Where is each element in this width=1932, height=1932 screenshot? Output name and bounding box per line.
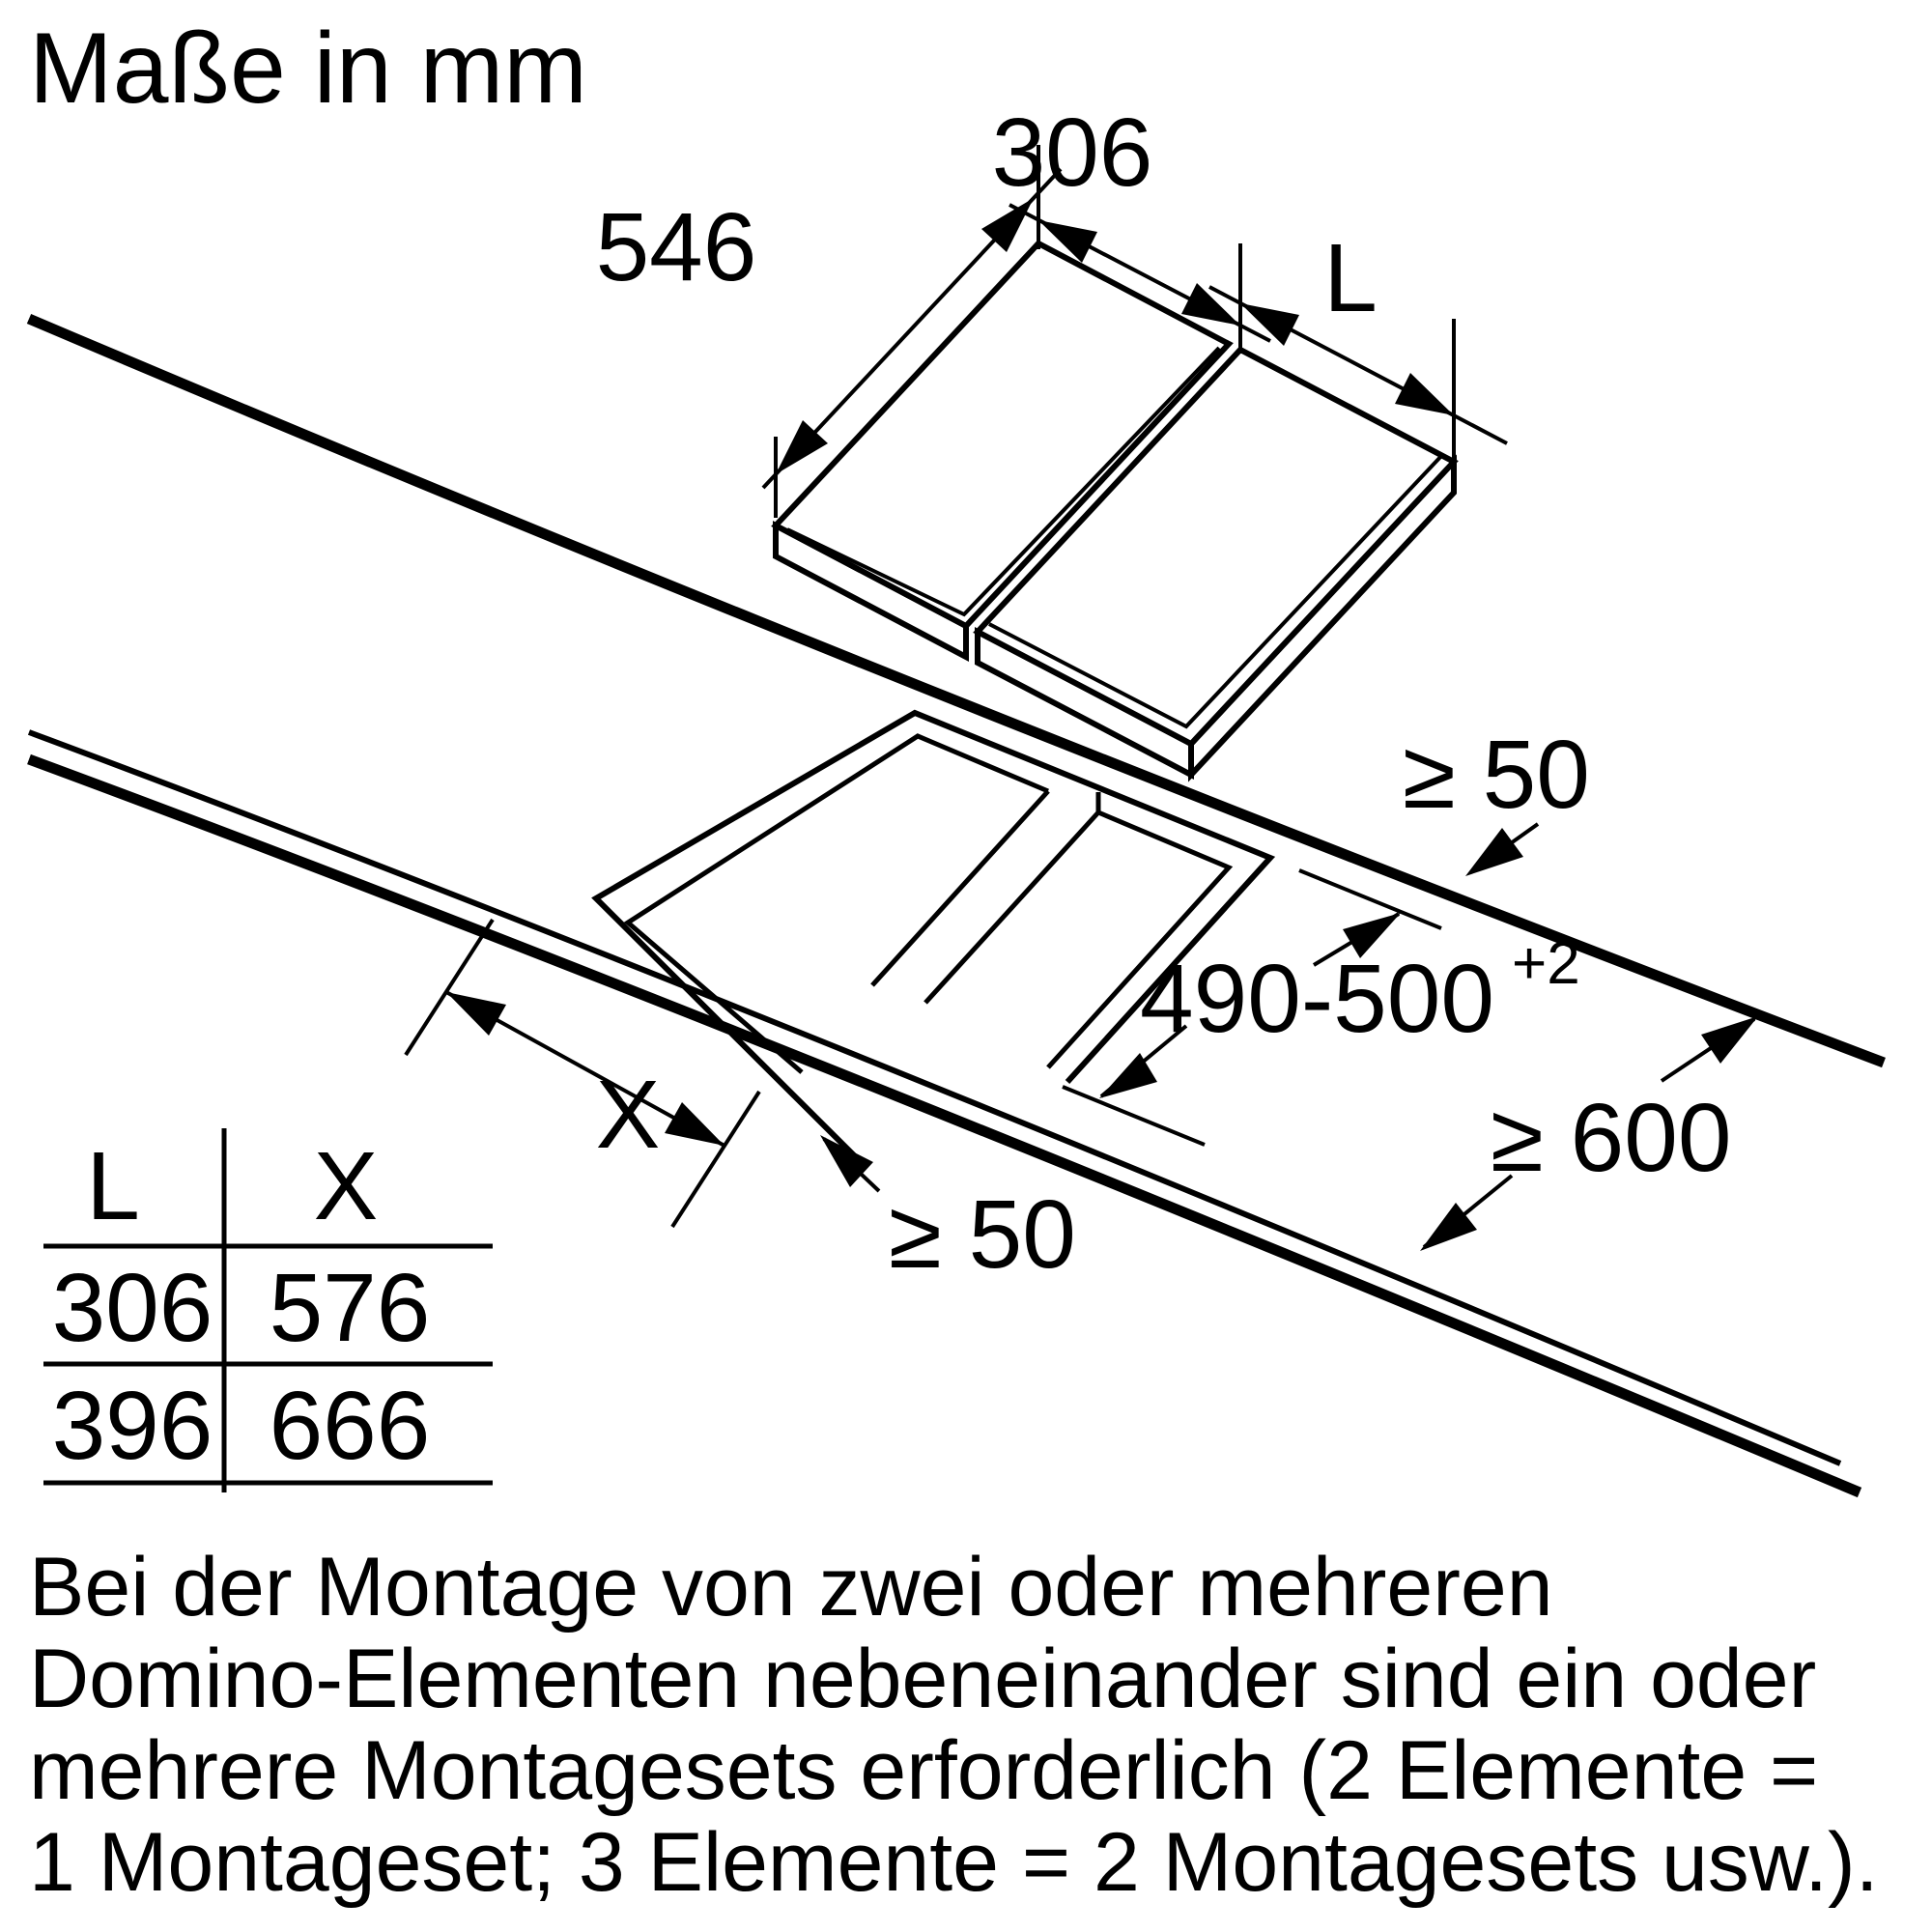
dim-clearance-back-label: ≥ 50 — [1403, 721, 1590, 829]
dim-L-label: L — [1323, 224, 1378, 332]
dim-worktop-depth-label: ≥ 600 — [1491, 1084, 1732, 1192]
dim-cutout-length-arrow-right — [665, 1102, 724, 1146]
dim-worktop-depth-arrow-up — [1701, 1016, 1758, 1064]
page-title: Maße in mm — [29, 13, 587, 125]
table-cell-r2c2: 666 — [269, 1372, 431, 1480]
dim-clearance-back-arrow — [1465, 828, 1523, 876]
dim-546-label: 546 — [595, 193, 757, 301]
dim-clearance-front-label: ≥ 50 — [889, 1180, 1076, 1289]
note-line-1: Bei der Montage von zwei oder mehreren — [29, 1541, 1553, 1634]
dim-cutout-length-label: X — [595, 1061, 661, 1169]
dim-cutout-length-ext-left — [406, 920, 493, 1055]
dim-306-label: 306 — [991, 99, 1153, 207]
dim-cutout-width-tolerance: +2 — [1512, 930, 1580, 997]
dimension-table — [43, 1128, 493, 1492]
table-cell-r2c1: 396 — [51, 1372, 213, 1480]
cutout-divider-left-edge — [872, 791, 1048, 985]
installation-note — [29, 1541, 1879, 1909]
table-cell-r1c2: 576 — [269, 1254, 431, 1362]
dim-cutout-length-arrow-left — [446, 992, 506, 1036]
dim-cutout-width-arrow-down — [1099, 1053, 1157, 1098]
table-header-L: L — [86, 1132, 140, 1240]
cutout-inner-rim-left — [628, 736, 1048, 1072]
dim-clearance-back — [1403, 721, 1590, 876]
table-cell-r1c1: 306 — [51, 1254, 213, 1362]
table-header-X: X — [313, 1132, 379, 1240]
note-line-3: mehrere Montagesets erforderlich (2 Elemente = — [29, 1724, 1819, 1817]
dim-cutout-width-label: 490-500 — [1140, 945, 1494, 1053]
cutout-divider-right-edge — [925, 812, 1098, 1003]
dim-L-arrow-right — [1395, 373, 1454, 415]
note-line-2: Domino-Elementen nebeneinander sind ein oder — [29, 1633, 1817, 1725]
dim-cutout-width-ext-bottom — [1063, 1087, 1205, 1145]
note-line-4: 1 Montageset; 3 Elemente = 2 Montagesets usw.). — [29, 1816, 1879, 1909]
